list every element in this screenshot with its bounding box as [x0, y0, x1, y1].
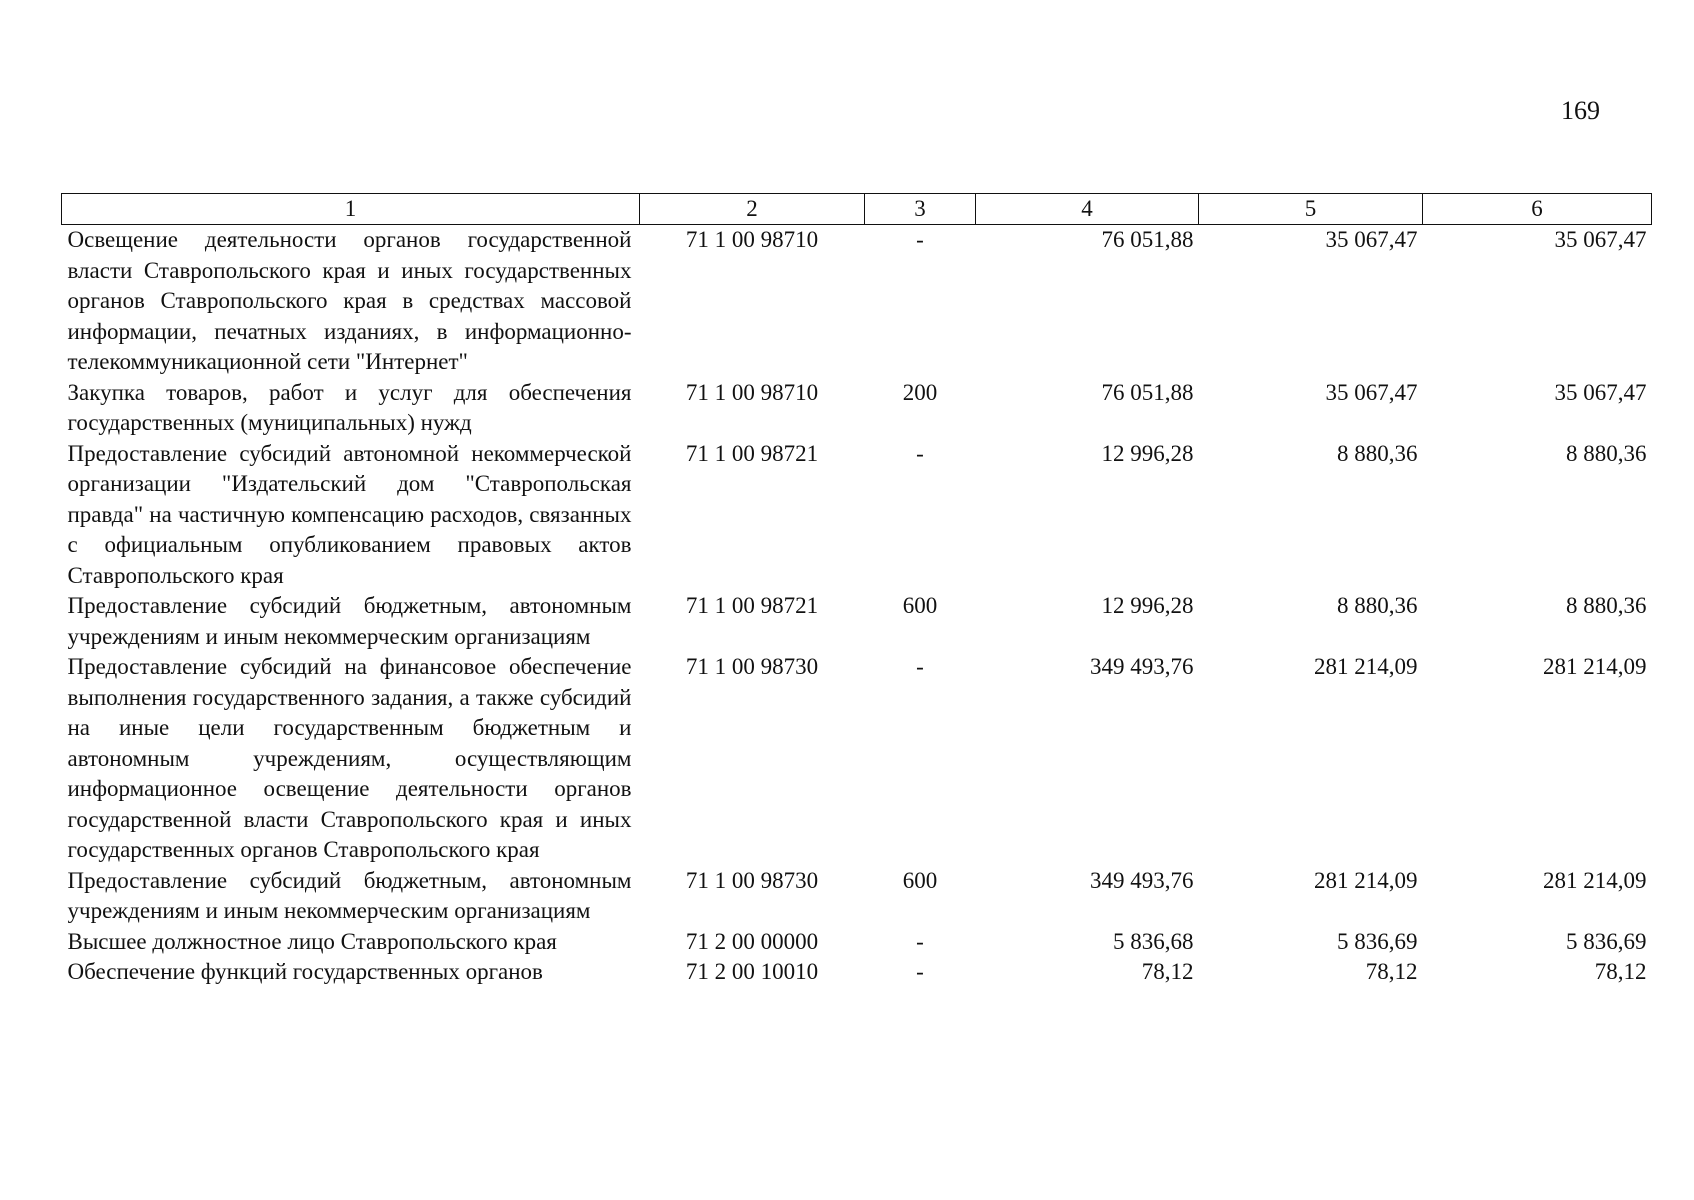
table-row: [62, 957, 1652, 988]
row-code: 71 1 00 98710: [685, 227, 819, 252]
row-code: 71 2 00 00000: [685, 928, 819, 954]
page-number: 169: [1561, 96, 1600, 125]
row-value-6: 8 880,36: [1566, 593, 1647, 618]
row-name: Высшее должностное лицо Ставропольского края: [67, 928, 557, 954]
row-value-5: 8 880,36: [1337, 440, 1418, 466]
column-header-2: 2: [640, 194, 865, 225]
row-value-6: 35 067,47: [1554, 227, 1647, 252]
column-header-4: 4: [976, 194, 1199, 225]
row-value-5: 281 214,09: [1314, 867, 1418, 893]
row-name: Предоставление субсидий на финансовое обеспечение выполнения государственного задания, а также субсидий на иные цели государственным бюджетным и автономным учреждениям, осуществляющим информационное освещение деятельности органов государственной власти Ставропольского края и иных государственных органов Ставропольского края: [67, 654, 632, 862]
row-value-4: 5 836,68: [1113, 928, 1194, 954]
row-value-4: 349 493,76: [1090, 654, 1194, 679]
row-value-4: 12 996,28: [1101, 593, 1194, 618]
row-name: Предоставление субсидий бюджетным, автономным учреждениям и иным некоммерческим организациям: [67, 867, 632, 923]
table-header: [62, 194, 1652, 225]
column-header-1: 1: [62, 194, 640, 225]
row-value-6: 281 214,09: [1543, 867, 1647, 893]
row-expense-type: -: [916, 654, 924, 679]
row-value-6: 281 214,09: [1543, 654, 1647, 679]
row-value-5: 35 067,47: [1325, 379, 1418, 405]
row-value-6: 5 836,69: [1566, 928, 1647, 954]
row-name: Предоставление субсидий автономной некоммерческой организации "Издательский дом "Ставропольская правда" на частичную компенсацию расходов, связанных с официальным опубликованием правовых актов Ставропольского края: [67, 440, 632, 588]
row-value-4: 12 996,28: [1101, 440, 1194, 466]
row-value-5: 5 836,69: [1337, 928, 1418, 954]
row-code: 71 2 00 10010: [685, 959, 819, 984]
row-value-4: 78,12: [1141, 959, 1194, 984]
row-expense-type: 600: [902, 593, 938, 618]
row-expense-type: -: [916, 227, 924, 252]
row-name: Предоставление субсидий бюджетным, автономным учреждениям и иным некоммерческим организациям: [67, 593, 632, 649]
row-name: Освещение деятельности органов государственной власти Ставропольского края и иных государственных органов Ставропольского края в средствах массовой информации, печатных изданиях, в информационно-телекоммуникационной сети "Интернет": [67, 227, 632, 374]
row-code: 71 1 00 98730: [685, 867, 819, 893]
row-name: Закупка товаров, работ и услуг для обеспечения государственных (муниципальных) нужд: [67, 379, 632, 435]
row-value-6: 35 067,47: [1554, 379, 1647, 405]
row-code: 71 1 00 98721: [685, 593, 819, 618]
row-value-5: 78,12: [1365, 959, 1418, 984]
table-row: [62, 378, 1652, 439]
row-code: 71 1 00 98730: [685, 654, 819, 679]
table-body: [62, 225, 1652, 988]
column-header-3: 3: [865, 194, 976, 225]
row-value-5: 281 214,09: [1314, 654, 1418, 679]
row-code: 71 1 00 98710: [685, 379, 819, 405]
row-value-5: 35 067,47: [1325, 227, 1418, 252]
table-row: [62, 652, 1652, 866]
row-value-6: 78,12: [1594, 959, 1647, 984]
table-row: [62, 439, 1652, 592]
column-header-5: 5: [1199, 194, 1423, 225]
column-header-6: 6: [1423, 194, 1652, 225]
row-value-6: 8 880,36: [1566, 440, 1647, 466]
table-row: [62, 591, 1652, 652]
row-expense-type: 600: [902, 867, 938, 893]
row-name: Обеспечение функций государственных органов: [67, 959, 543, 984]
row-expense-type: 200: [902, 379, 938, 405]
row-code: 71 1 00 98721: [685, 440, 819, 466]
table-row: [62, 866, 1652, 927]
table-row: [62, 225, 1652, 378]
budget-table: [61, 193, 1652, 988]
header-row: [62, 194, 1652, 225]
row-value-4: 76 051,88: [1101, 227, 1194, 252]
row-value-5: 8 880,36: [1337, 593, 1418, 618]
row-expense-type: -: [916, 928, 924, 954]
row-expense-type: -: [916, 440, 924, 466]
table-row: [62, 927, 1652, 958]
row-expense-type: -: [916, 959, 924, 984]
row-value-4: 349 493,76: [1090, 867, 1194, 893]
row-value-4: 76 051,88: [1101, 379, 1194, 405]
